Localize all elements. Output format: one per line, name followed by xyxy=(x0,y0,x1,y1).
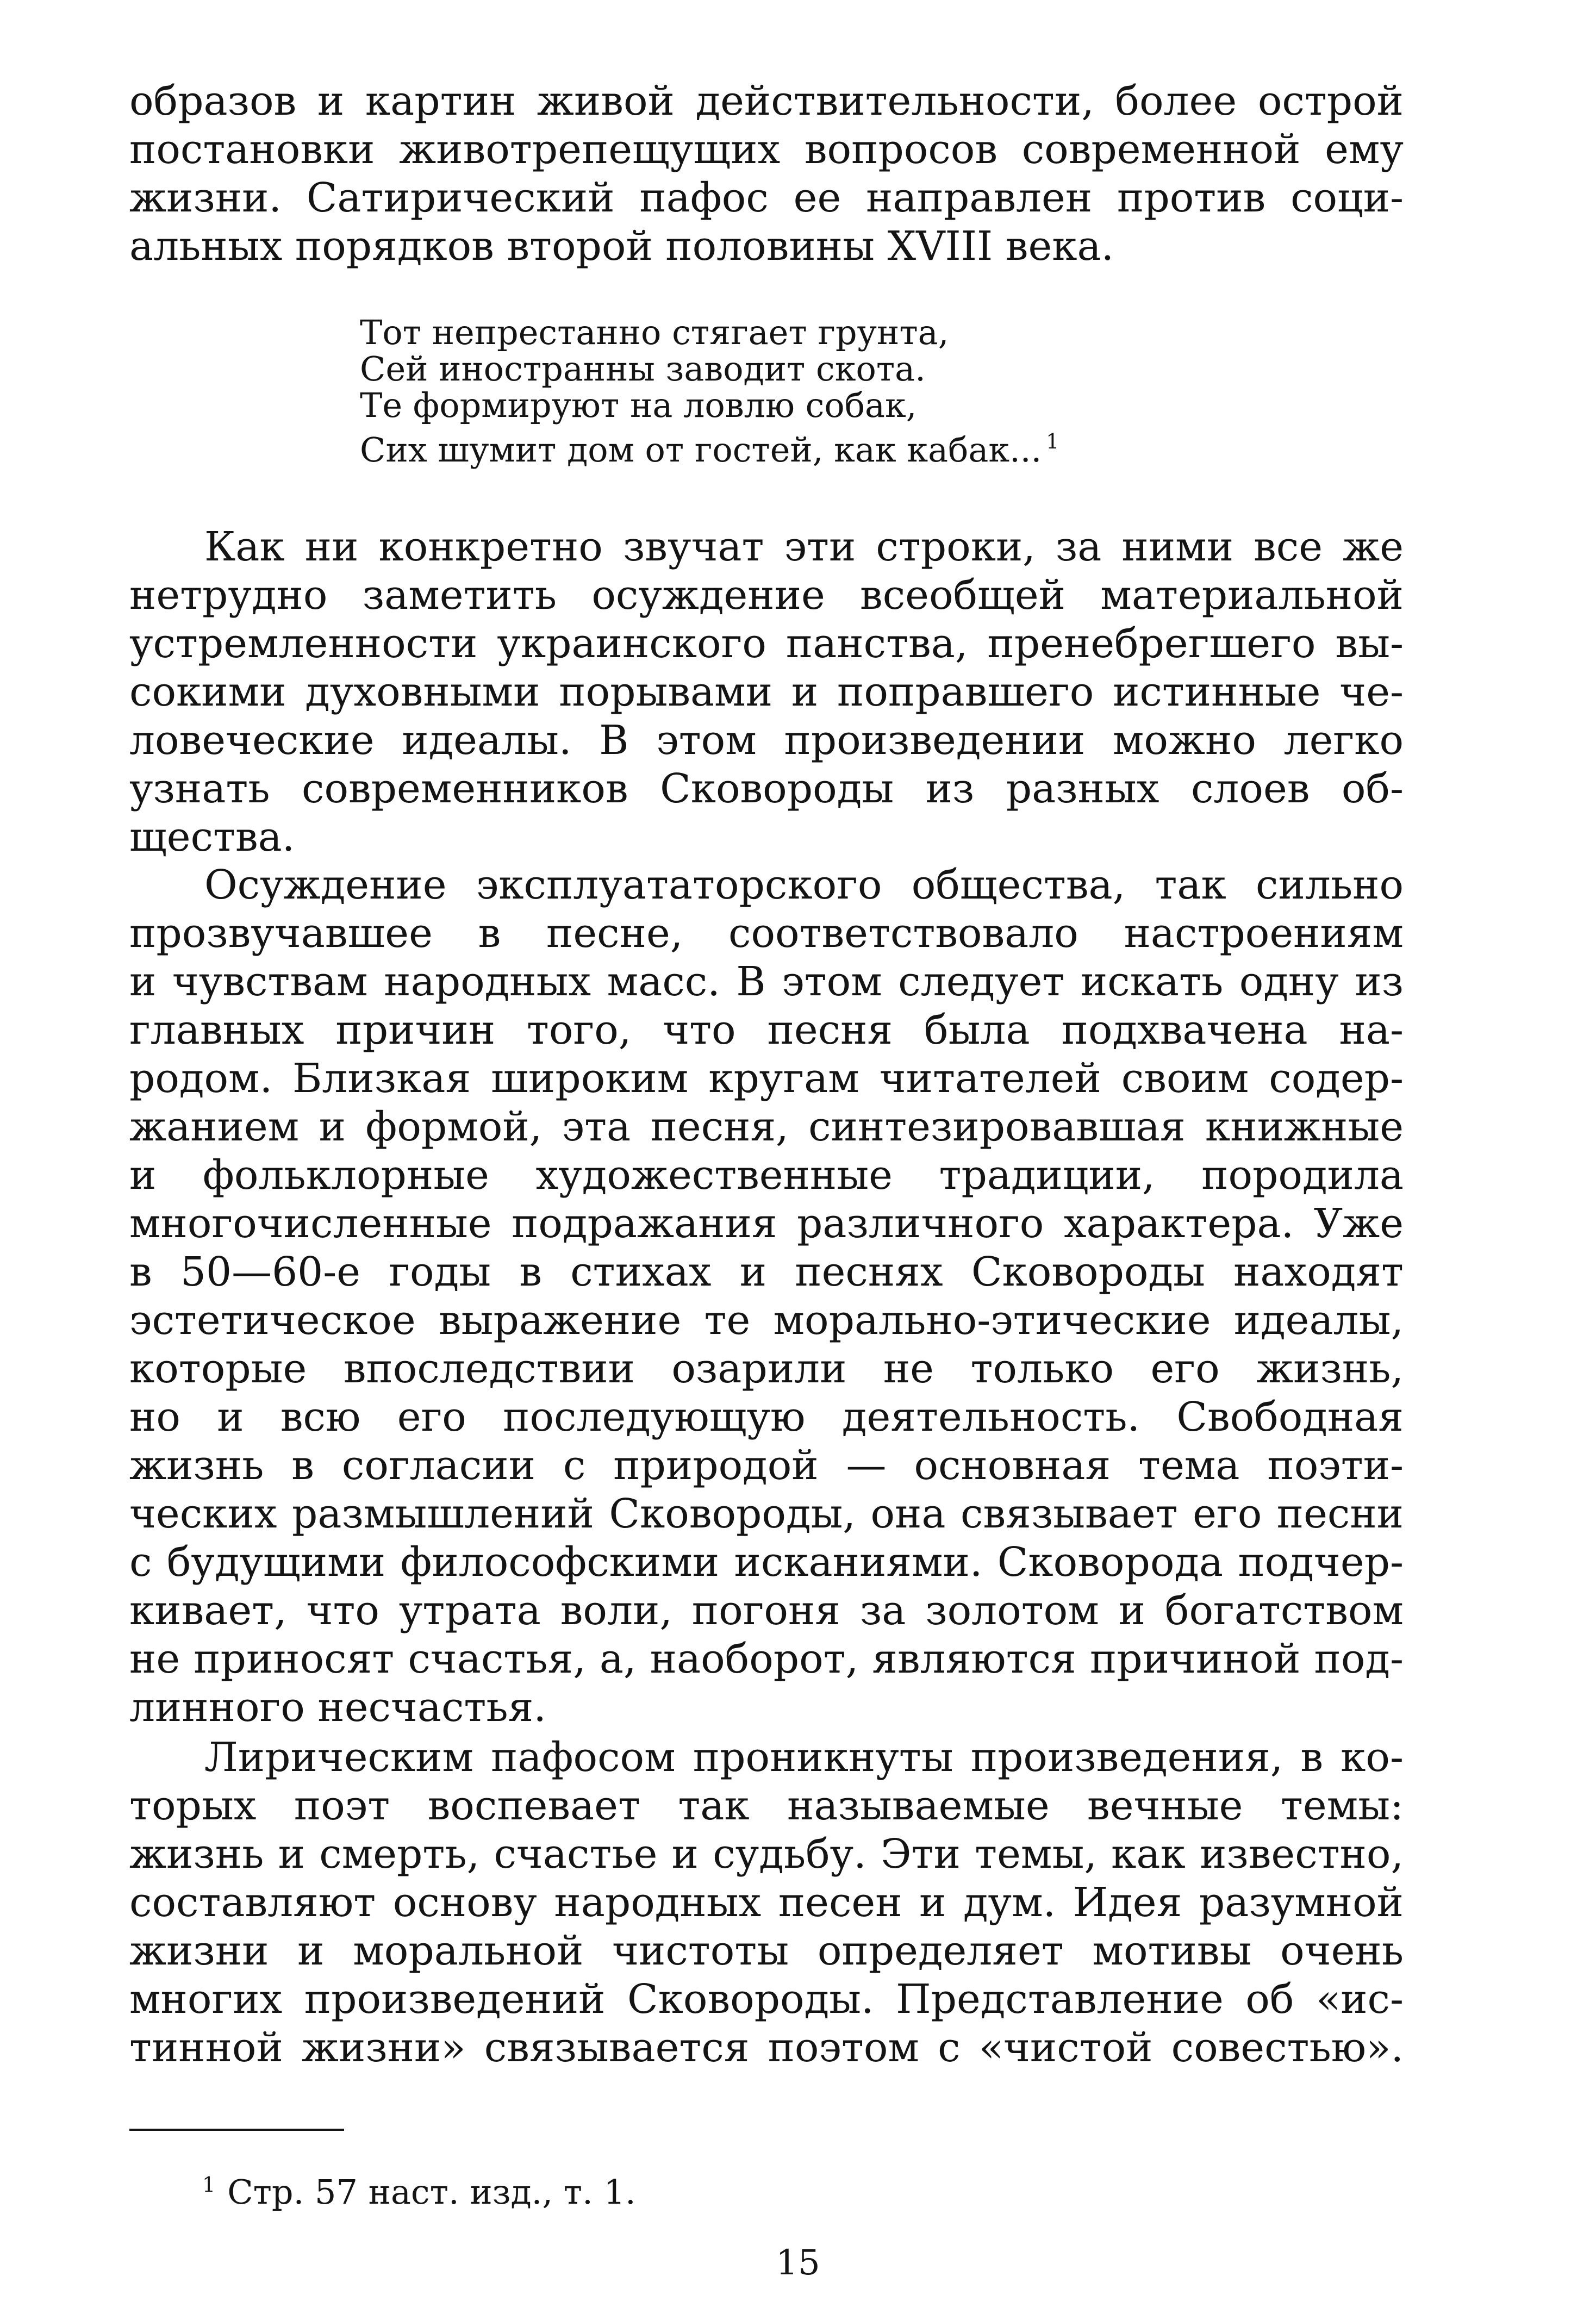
text-line: Как ни конкретно звучат эти строки, за ними все же xyxy=(204,523,1404,570)
text-line: главных причин того, что песня была подхвачена на- xyxy=(129,1007,1404,1053)
text-line: которые впоследствии озарили не только его жизнь, xyxy=(129,1345,1404,1392)
text-line: в 50—60-е годы в стихах и песнях Сковороды находят xyxy=(129,1249,1404,1295)
text-line: жизнь и смерть, счастье и судьбу. Эти темы, как известно, xyxy=(129,1831,1404,1878)
text-line: жизнь в согласии с природой — основная тема поэти- xyxy=(129,1442,1404,1489)
verse-line: Тот непрестанно стягает грунта, xyxy=(360,313,949,352)
paragraph xyxy=(129,523,1404,862)
text-line: торых поэт воспевает так называемые вечные темы: xyxy=(129,1782,1404,1829)
text-line: тинной жизни» связывается поэтом с «чистой совестью». xyxy=(129,2024,1404,2071)
footnote xyxy=(202,2166,636,2211)
footnote-text: Стр. 57 наст. изд., т. 1. xyxy=(227,2172,636,2212)
verse-quote xyxy=(360,313,1175,470)
text-line: нетрудно заметить осуждение всеобщей материальной xyxy=(129,572,1404,619)
text-line: и фольклорные художественные традиции, породила xyxy=(129,1152,1404,1199)
text-line: сокими духовными порывами и поправшего истинные че- xyxy=(129,669,1404,715)
text-line: образов и картин живой действительности, более острой xyxy=(129,78,1404,124)
text-line: ческих размышлений Сковороды, она связывает его песни xyxy=(129,1490,1404,1537)
verse-line: Сей иностранны заводит скота. xyxy=(360,349,926,389)
text-line: Лирическим пафосом проникнуты произведения, в ко- xyxy=(204,1734,1404,1781)
text-line: эстетическое выражение те морально-этические идеалы, xyxy=(129,1297,1404,1344)
footnote-reference[interactable]: 1 xyxy=(1046,429,1059,453)
footnote-divider xyxy=(129,2129,344,2131)
text-line: с будущими философскими исканиями. Сковорода подчер- xyxy=(129,1539,1404,1586)
paragraph xyxy=(129,861,1404,1732)
text-line: Осуждение эксплуататорского общества, так сильно xyxy=(204,862,1404,908)
paragraph xyxy=(129,1733,1404,2072)
text-line: альных порядков второй половины XVIII века. xyxy=(129,223,1114,270)
text-line: линного несчастья. xyxy=(129,1684,546,1731)
verse-line: Те формируют на ловлю собак, xyxy=(360,385,917,425)
text-line: жизни и моральной чистоты определяет мотивы очень xyxy=(129,1928,1404,1974)
text-line: и чувствам народных масс. В этом следует искать одну из xyxy=(129,958,1404,1005)
text-line: ловеческие идеалы. В этом произведении можно легко xyxy=(129,717,1404,764)
text-line: жизни. Сатирический пафос ее направлен против соци- xyxy=(129,174,1404,221)
text-line: прозвучавшее в песне, соответствовало настроениям xyxy=(129,910,1404,957)
verse-line-text: Сих шумит дом от гостей, как кабак... xyxy=(360,430,1042,470)
text-line: многих произведений Сковороды. Представление об «ис- xyxy=(129,1976,1404,2023)
text-line: щества. xyxy=(129,814,295,860)
page-number: 15 xyxy=(776,2243,820,2283)
paragraph xyxy=(129,77,1404,271)
text-line: но и всю его последующую деятельность. Свободная xyxy=(129,1394,1404,1440)
text-line: узнать современников Сковороды из разных слоев об- xyxy=(129,765,1404,812)
verse-line xyxy=(360,423,1175,470)
text-line: многочисленные подражания различного характера. Уже xyxy=(129,1200,1404,1247)
footnote-marker: 1 xyxy=(202,2173,216,2197)
text-line: постановки животрепещущих вопросов современной ему xyxy=(129,126,1404,173)
text-line: жанием и формой, эта песня, синтезировавшая книжные xyxy=(129,1103,1404,1150)
text-line: устремленности украинского панства, пренебрегшего вы- xyxy=(129,620,1404,667)
text-line: составляют основу народных песен и дум. Идея разумной xyxy=(129,1879,1404,1926)
text-line: кивает, что утрата воли, погоня за золотом и богатством xyxy=(129,1587,1404,1634)
text-line: не приносят счастья, а, наоборот, являются причиной под- xyxy=(129,1636,1404,1682)
text-line: родом. Близкая широким кругам читателей своим содер- xyxy=(129,1055,1404,1102)
